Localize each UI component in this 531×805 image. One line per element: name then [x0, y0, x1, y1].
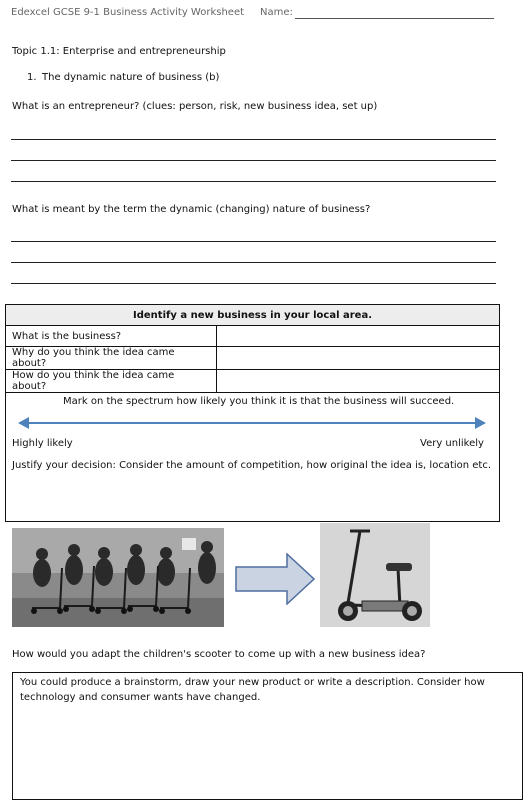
spectrum-left-label: Highly likely: [12, 438, 73, 449]
row-label-why: Why do you think the idea came about?: [6, 347, 217, 370]
question-adapt-scooter: How would you adapt the children's scooter to come up with a new business idea?: [12, 649, 426, 660]
likelihood-spectrum-arrow[interactable]: [18, 414, 486, 432]
spectrum-section: [5, 393, 500, 522]
answer-line-2[interactable]: [11, 160, 496, 161]
row-label-what: What is the business?: [6, 326, 217, 347]
answer-line-6[interactable]: [11, 283, 496, 284]
row-label-how: How do you think the idea came about?: [6, 370, 217, 393]
table-row: [6, 370, 500, 393]
spectrum-instruction: Mark on the spectrum how likely you think it is that the business will succeed.: [63, 396, 455, 407]
answer-box-hint-line-1: You could produce a brainstorm, draw your new product or write a description. Consider how: [20, 677, 485, 688]
table-row: [6, 347, 500, 370]
answer-cell-how[interactable]: [217, 370, 500, 393]
name-label: Name:: [260, 7, 293, 18]
name-field[interactable]: [295, 18, 494, 19]
table-row: [6, 326, 500, 347]
worksheet-title: Edexcel GCSE 9-1 Business Activity Worksheet: [11, 7, 245, 18]
justify-prompt: Justify your decision: Consider the amount of competition, how original the idea is, location etc.: [12, 460, 492, 471]
table-heading: Identify a new business in your local area.: [6, 305, 500, 326]
local-business-table: [5, 304, 500, 393]
answer-line-4[interactable]: [11, 241, 496, 242]
answer-line-3[interactable]: [11, 181, 496, 182]
subtopic-number: 1.: [27, 72, 37, 83]
answer-cell-why[interactable]: [217, 347, 500, 370]
children-on-scooters-photo: [12, 528, 224, 627]
answer-box-hint-line-2: technology and consumer wants have changed.: [20, 692, 261, 703]
answer-line-5[interactable]: [11, 262, 496, 263]
topic-heading: Topic 1.1: Enterprise and entrepreneurship: [12, 46, 226, 57]
question-dynamic-nature: What is meant by the term the dynamic (changing) nature of business?: [12, 204, 371, 215]
subtopic-heading: The dynamic nature of business (b): [42, 72, 220, 83]
spectrum-right-label: Very unlikely: [420, 438, 484, 449]
answer-line-1[interactable]: [11, 139, 496, 140]
electric-scooter-photo: [320, 523, 430, 627]
question-entrepreneur: What is an entrepreneur? (clues: person, risk, new business idea, set up): [12, 101, 378, 112]
answer-cell-what[interactable]: [217, 326, 500, 347]
right-arrow-icon: [235, 553, 315, 605]
